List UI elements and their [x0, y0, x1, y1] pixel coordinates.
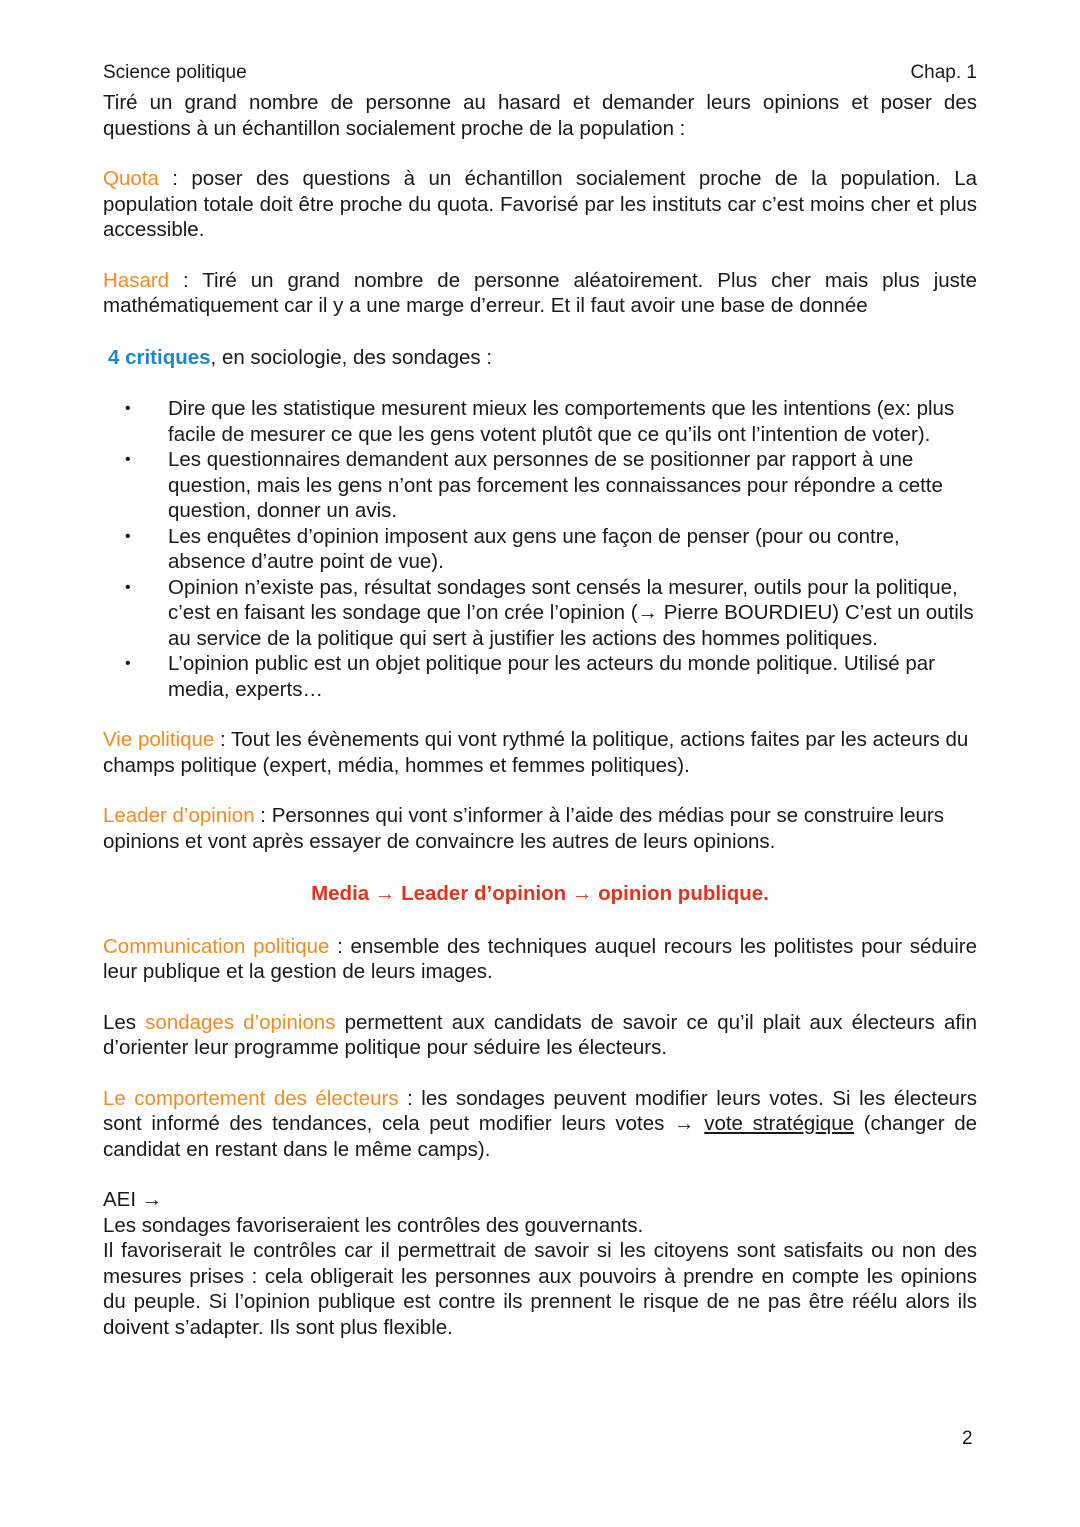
bullet-text: Dire que les statistique mesurent mieux les comportements que les intentions (ex: plus facile de mesurer ce que les gens votent plutôt que ce qu’ils ont l’intention de voter).: [168, 397, 955, 446]
critiques-text: , en sociologie, des sondages :: [210, 345, 493, 369]
quota-term: Quota: [103, 167, 159, 190]
sondages-paragraph: [103, 1010, 977, 1061]
bullet-text: Opinion n’existe pas, résultat sondages sont censés la mesurer, outils pour la politique, c’est en faisant les sondage que l’on crée l’opinion (→ Pierre BOURDIEU) C’est un outils au service de la politique qui sert à justifier les actions des hommes politiques.: [168, 575, 974, 650]
comportement-paragraph: [103, 1086, 977, 1163]
sondages-before: Les: [103, 1010, 146, 1034]
page-number: 2: [962, 1428, 973, 1449]
leader-term: Leader d’opinion: [103, 804, 255, 827]
comportement-after: (changer de candidat en restant dans le même camps).: [103, 1112, 978, 1161]
bullet-text: Les enquêtes d’opinion imposent aux gens une façon de penser (pour ou contre, absence d’autre point de vue).: [168, 524, 900, 573]
chapter-label: Chap. 1: [910, 62, 977, 83]
bullet-icon: •: [125, 578, 131, 596]
aei-line: Les sondages favoriseraient les contrôles des gouvernants.: [103, 1213, 644, 1237]
bullet-icon: •: [125, 655, 131, 672]
quota-text: : poser des questions à un échantillon socialement proche de la population. La population totale doit être proche du quota. Favorisé par les instituts car c’est moins cher et plus accessible.: [103, 167, 977, 241]
list-item: [103, 396, 977, 447]
communication-text: : ensemble des techniques auquel recours les politistes pour séduire leur publique et la gestion de leurs images.: [103, 934, 977, 983]
comportement-term: Le comportement des électeurs: [103, 1086, 399, 1110]
hasard-text: : Tiré un grand nombre de personne aléatoirement. Plus cher mais plus juste mathématiquement car il y a une marge d’erreur. Et il faut avoir une base de donnée: [103, 268, 977, 317]
list-item: [103, 447, 977, 524]
hasard-term: Hasard: [103, 268, 170, 292]
page-content: [103, 60, 977, 1340]
quota-paragraph: [103, 166, 977, 243]
list-item: [103, 524, 977, 575]
influence-chain: Media → Leader d’opinion → opinion publique.: [311, 882, 769, 905]
vie-politique-text: : Tout les évènements qui vont rythmé la politique, actions faites par les acteurs du champs politique (expert, média, hommes et femmes politiques).: [103, 728, 969, 777]
subject-title: Science politique: [103, 62, 247, 83]
bullet-text: L’opinion public est un objet politique pour les acteurs du monde politique. Utilisé par media, experts…: [168, 652, 935, 701]
communication-paragraph: [103, 934, 977, 985]
bullet-icon: •: [125, 451, 131, 468]
hasard-paragraph: [103, 268, 977, 319]
page-header: [103, 60, 977, 86]
bullet-icon: •: [125, 527, 131, 545]
aei-paragraph: Il favoriserait le contrôles car il permettrait de savoir si les citoyens sont satisfaits ou non des mesures prises : cela obligerait les personnes aux pouvoirs à prendre en compte les opinions du peuple. Si l’opinion publique est contre ils prennent le risque de ne pas être réélu alors ils doivent s’adapter. Ils sont plus flexible.: [103, 1239, 977, 1339]
sondages-text: permettent aux candidats de savoir ce qu’il plait aux électeurs afin d’orienter leur programme politique pour séduire les électeurs.: [103, 1010, 977, 1059]
critiques-heading: [103, 345, 977, 371]
sondages-term: sondages d’opinions: [145, 1010, 336, 1034]
list-item: [103, 651, 977, 702]
critiques-list: [103, 396, 977, 702]
vie-politique-term: Vie politique: [103, 728, 215, 751]
bullet-text: Les questionnaires demandent aux personnes de se positionner par rapport à une question, mais les gens n’ont pas forcement les connaissances pour répondre a cette question, donner un avis.: [168, 448, 943, 522]
leader-text: : Personnes qui vont s’informer à l’aide des médias pour se construire leurs opinions et vont après essayer de convaincre les autres de leurs opinions.: [103, 804, 944, 853]
intro-paragraph: Tiré un grand nombre de personne au hasard et demander leurs opinions et poser des questions à un échantillon socialement proche de la population :: [103, 91, 977, 140]
vote-strategique-term: vote stratégique: [704, 1112, 855, 1135]
comportement-text: : les sondages peuvent modifier leurs votes. Si les électeurs sont informé des tendances, cela peut modifier leurs votes →: [103, 1086, 977, 1135]
leader-paragraph: [103, 803, 977, 854]
communication-term: Communication politique: [103, 934, 330, 958]
list-item: [103, 575, 977, 652]
aei-title: AEI →: [103, 1188, 163, 1211]
bullet-icon: •: [125, 400, 131, 417]
vie-politique-paragraph: [103, 727, 977, 778]
critiques-term: 4 critiques: [108, 345, 211, 369]
